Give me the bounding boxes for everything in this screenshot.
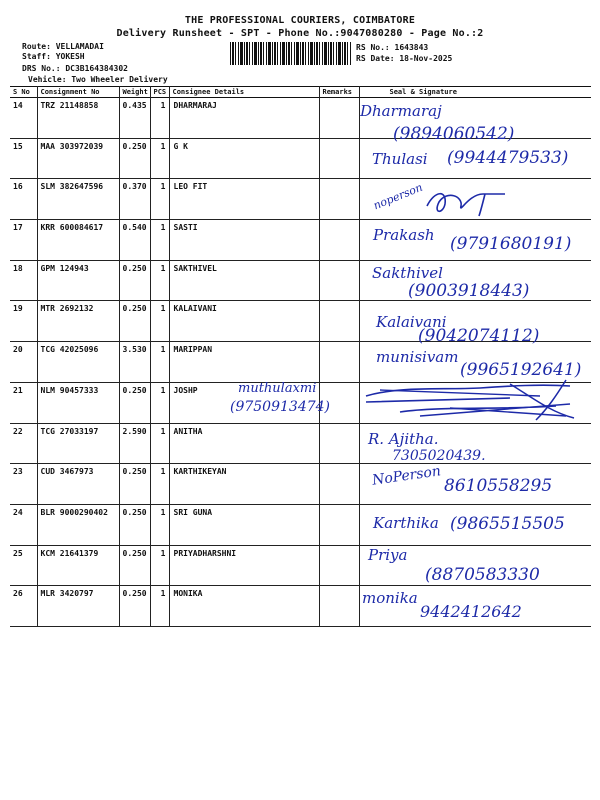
remark-21: muthulaxmi — [238, 381, 317, 396]
table-row — [10, 423, 591, 464]
row-consignment-no: TRZ 21148858 — [37, 98, 119, 139]
note-23: NoPerson — [371, 463, 442, 489]
row-consignment-no: BLR 9000290402 — [37, 504, 119, 545]
row-sno: 17 — [10, 220, 37, 261]
row-remarks — [319, 98, 359, 139]
row-pcs: 1 — [150, 260, 169, 301]
row-consignment-no: MTR 2692132 — [37, 301, 119, 342]
row-weight: 0.250 — [119, 382, 150, 423]
scribble-signature-16 — [425, 188, 515, 218]
row-consignee: JOSHP — [169, 382, 319, 423]
row-remarks — [319, 220, 359, 261]
row-pcs: 1 — [150, 464, 169, 505]
row-consignee: MARIPPAN — [169, 342, 319, 383]
row-sno: 24 — [10, 504, 37, 545]
row-consignment-no: MAA 303972039 — [37, 138, 119, 179]
signature-17: Prakash — [373, 226, 435, 244]
runsheet-subtitle: Delivery Runsheet - SPT - Phone No.:9047080280 - Page No.:2 — [116, 28, 484, 39]
phone-14: (9894060542) — [393, 124, 515, 144]
phone-17: (9791680191) — [450, 234, 572, 254]
row-pcs: 1 — [150, 545, 169, 586]
signature-26: monika — [362, 589, 418, 607]
row-consignment-no: NLM 90457333 — [37, 382, 119, 423]
row-remarks — [319, 423, 359, 464]
phone-23: 8610558295 — [444, 476, 553, 496]
row-consignee: G K — [169, 138, 319, 179]
row-consignee: SRI GUNA — [169, 504, 319, 545]
row-sno: 16 — [10, 179, 37, 220]
row-pcs: 1 — [150, 138, 169, 179]
vehicle-label: Vehicle: Two Wheeler Delivery — [28, 75, 168, 84]
phone-19: (9042074112) — [418, 326, 540, 346]
row-consignment-no: GPM 124943 — [37, 260, 119, 301]
row-sno: 18 — [10, 260, 37, 301]
row-pcs: 1 — [150, 423, 169, 464]
row-sno: 22 — [10, 423, 37, 464]
row-remarks — [319, 342, 359, 383]
row-weight: 0.250 — [119, 260, 150, 301]
header-weight: Weight — [119, 87, 150, 98]
signature-25: Priya — [368, 546, 408, 564]
row-pcs: 1 — [150, 179, 169, 220]
row-remarks — [319, 586, 359, 627]
row-pcs: 1 — [150, 382, 169, 423]
row-sno: 20 — [10, 342, 37, 383]
row-consignee: DHARMARAJ — [169, 98, 319, 139]
struck-out-signature-21 — [360, 376, 585, 422]
header-consignee: Consignee Details — [169, 87, 319, 98]
row-consignee: PRIYADHARSHNI — [169, 545, 319, 586]
route-label: Route: VELLAMADAI — [22, 42, 104, 51]
rs-date: RS Date: 18-Nov-2025 — [356, 54, 453, 63]
note-16: noperson — [371, 180, 425, 213]
row-consignment-no: KCM 21641379 — [37, 545, 119, 586]
table-header-row — [10, 87, 591, 98]
row-consignment-no: MLR 3420797 — [37, 586, 119, 627]
staff-label: Staff: YOKESH — [22, 52, 85, 61]
row-remarks — [319, 464, 359, 505]
phone-15: (9944479533) — [447, 148, 569, 168]
row-pcs: 1 — [150, 220, 169, 261]
row-consignment-no: TCG 27033197 — [37, 423, 119, 464]
row-remarks — [319, 301, 359, 342]
row-consignee: SASTI — [169, 220, 319, 261]
header-consignment: Consignment No — [37, 87, 119, 98]
drs-number: DRS No.: DC3B164384302 — [22, 64, 128, 73]
barcode — [230, 42, 352, 65]
signature-24: Karthika — [373, 514, 439, 532]
row-consignee: SAKTHIVEL — [169, 260, 319, 301]
row-consignment-no: CUD 3467973 — [37, 464, 119, 505]
header-sno: S No — [10, 87, 37, 98]
row-remarks — [319, 504, 359, 545]
row-weight: 0.250 — [119, 586, 150, 627]
row-consignment-no: SLM 382647596 — [37, 179, 119, 220]
header-signature: Seal & Signature — [389, 88, 457, 96]
row-weight: 0.250 — [119, 545, 150, 586]
row-pcs: 1 — [150, 98, 169, 139]
row-consignee: KARTHIKEYAN — [169, 464, 319, 505]
row-sno: 23 — [10, 464, 37, 505]
header-remarks: Remarks — [319, 87, 359, 98]
phone-26: 9442412642 — [420, 602, 522, 621]
row-weight: 0.540 — [119, 220, 150, 261]
row-weight: 0.250 — [119, 301, 150, 342]
signature-18: Sakthivel — [372, 264, 443, 282]
row-remarks — [319, 138, 359, 179]
row-sno: 26 — [10, 586, 37, 627]
row-pcs: 1 — [150, 586, 169, 627]
signature-20: munisivam — [376, 348, 459, 366]
signature-14: Dharmaraj — [360, 102, 442, 120]
phone-22: 7305020439. — [392, 448, 486, 464]
row-sno: 21 — [10, 382, 37, 423]
signature-19: Kalaivani — [376, 313, 447, 331]
row-weight: 0.250 — [119, 464, 150, 505]
row-sno: 14 — [10, 98, 37, 139]
row-weight: 0.250 — [119, 138, 150, 179]
row-pcs: 1 — [150, 301, 169, 342]
phone-20: (9965192641) — [460, 360, 582, 380]
row-sno: 15 — [10, 138, 37, 179]
remark-phone-21: (9750913474) — [230, 399, 330, 415]
row-consignee: KALAIVANI — [169, 301, 319, 342]
row-weight: 2.590 — [119, 423, 150, 464]
signature-22: R. Ajitha. — [368, 430, 439, 448]
phone-25: (8870583330 — [425, 565, 540, 585]
company-title: THE PROFESSIONAL COURIERS, COIMBATORE — [184, 15, 416, 26]
row-weight: 0.370 — [119, 179, 150, 220]
row-consignment-no: TCG 42025096 — [37, 342, 119, 383]
row-sno: 25 — [10, 545, 37, 586]
row-pcs: 1 — [150, 504, 169, 545]
phone-24: (9865515505 — [450, 514, 565, 534]
row-weight: 0.250 — [119, 504, 150, 545]
row-weight: 0.435 — [119, 98, 150, 139]
rs-number: RS No.: 1643843 — [356, 43, 429, 52]
row-remarks — [319, 260, 359, 301]
phone-18: (9003918443) — [408, 281, 530, 301]
signature-15: Thulasi — [372, 150, 428, 168]
row-consignee: MONIKA — [169, 586, 319, 627]
row-pcs: 1 — [150, 342, 169, 383]
row-consignee: ANITHA — [169, 423, 319, 464]
header-pcs: PCS — [150, 87, 169, 98]
row-consignment-no: KRR 600084617 — [37, 220, 119, 261]
row-weight: 3.530 — [119, 342, 150, 383]
row-sno: 19 — [10, 301, 37, 342]
row-remarks — [319, 545, 359, 586]
row-remarks — [319, 179, 359, 220]
row-consignee: LEO FIT — [169, 179, 319, 220]
